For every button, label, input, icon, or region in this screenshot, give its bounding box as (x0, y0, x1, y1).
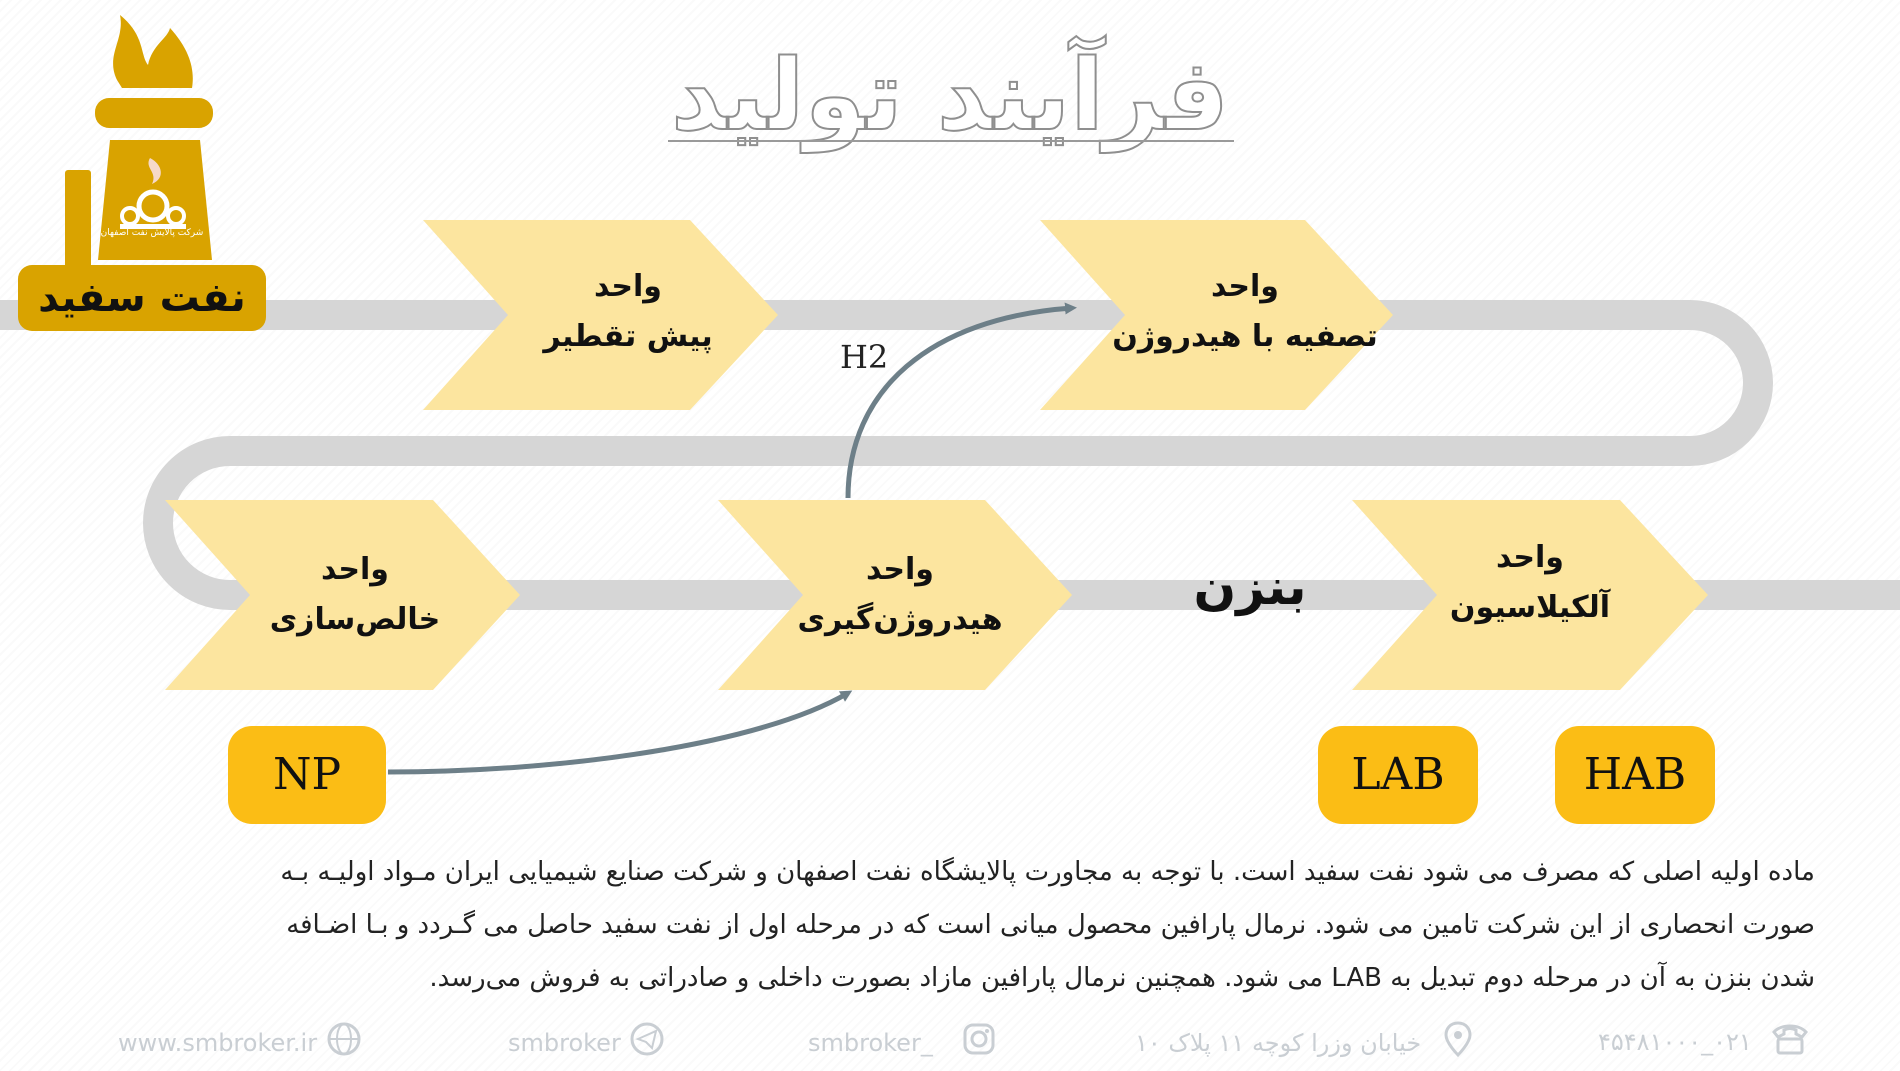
title-underline (668, 140, 1234, 142)
np-arrow (388, 693, 848, 772)
h2-label: H2 (840, 338, 889, 376)
footer-instagram[interactable] (808, 1020, 998, 1056)
logo-caption: شرکت پالایش نفت اصفهان (100, 228, 204, 238)
footer-telegram[interactable] (508, 1020, 666, 1056)
page-title: فرآیند تولید (671, 39, 1229, 153)
globe-icon (325, 1020, 363, 1068)
unit-line1: واحد (1496, 540, 1564, 575)
h2-arrow (848, 308, 1072, 498)
unit-alkylation (1420, 533, 1640, 633)
unit-line1: واحد (321, 552, 389, 587)
description-line: ماده اولیه اصلی که مصرف می شود نفت سفید است. با توجه به مجاورت پالایشگاه نفت اصفهان و شرکت صنایع شیمیایی ایران مـواد اولیـه بـه (280, 857, 1815, 887)
phone-text: ۰۲۱_۴۵۴۸۱۰۰۰ (1598, 1028, 1752, 1056)
unit-line1: واحد (594, 269, 662, 304)
address-text: خیابان وزرا کوچه ۱۱ پلاک ۱۰ (1135, 1029, 1422, 1057)
unit-pre-distillation (508, 262, 748, 362)
hab-badge: HAB (1555, 726, 1715, 824)
telegram-icon (628, 1020, 666, 1068)
unit-line1: واحد (866, 552, 934, 587)
unit-line2: آلکیلاسیون (1449, 590, 1611, 625)
unit-purification (240, 545, 470, 645)
instagram-icon (960, 1020, 998, 1068)
unit-line2: تصفیه با هیدروژن (1112, 319, 1378, 354)
website-text: www.smbroker.ir (118, 1029, 318, 1057)
np-badge: NP (228, 726, 386, 824)
instagram-text: smbroker_ (808, 1029, 933, 1057)
description-text (90, 846, 1815, 1005)
unit-line2: هیدروژن‌گیری (797, 602, 1003, 637)
footer-address (1135, 1020, 1473, 1056)
unit-dehydrogenation (780, 545, 1020, 645)
lab-badge: LAB (1318, 726, 1478, 824)
unit-line2: پیش تقطیر (543, 319, 713, 354)
description-line: شدن بنزن به آن در مرحله دوم تبدیل به LAB می شود. همچنین نرمال پارافین مازاد بصورت داخلی و صادراتی به فروش می‌رسد. (429, 963, 1815, 993)
footer-phone (1598, 1020, 1811, 1056)
location-pin-icon (1443, 1020, 1473, 1068)
footer-website[interactable] (118, 1020, 363, 1056)
telephone-icon (1769, 1020, 1811, 1066)
benzene-label: بنزن (1193, 558, 1307, 616)
unit-line2: خالص‌سازی (269, 602, 441, 637)
kerosene-label: نفت سفید (18, 265, 266, 331)
telegram-text: smbroker (508, 1029, 621, 1057)
unit-hydrotreating (1095, 262, 1395, 362)
unit-line1: واحد (1211, 269, 1279, 304)
description-line: صورت انحصاری از این شرکت تامین می شود. نرمال پارافین محصول میانی است که در مرحله اول از نفت سفید حاصل می گـردد و بـا اضـافه (286, 910, 1815, 940)
